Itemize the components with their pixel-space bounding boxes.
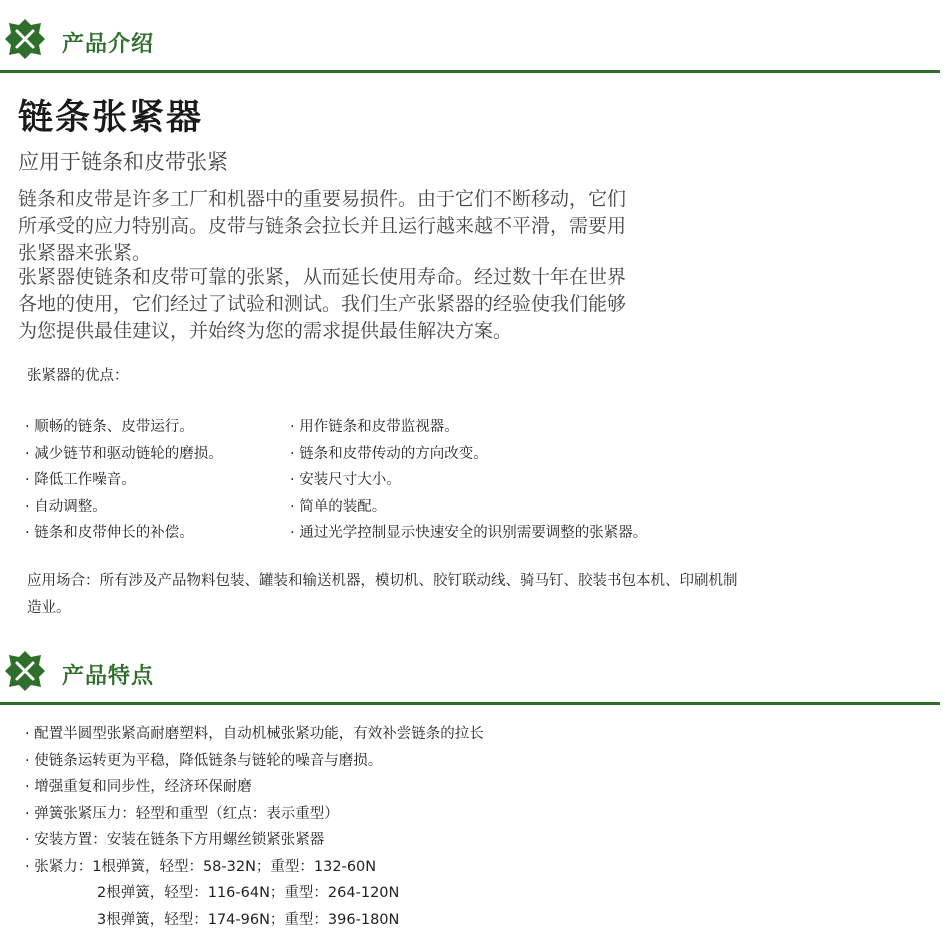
- force-value: 1根弹簧，轻型：58-32N；重型：132-60N: [92, 858, 377, 875]
- section-header-features: [0, 632, 940, 706]
- text-line: 链条和皮带是许多工厂和机器中的重要易损件。由于它们不断移动，它们: [18, 188, 627, 210]
- list-item: · 减少链节和驱动链轮的磨损。: [25, 445, 223, 462]
- features-list: [25, 721, 484, 933]
- list-item: · 安装方置：安装在链条下方用螺丝锁紧张紧器: [25, 832, 325, 848]
- list-item: · 链条和皮带伸长的补偿。: [25, 525, 194, 541]
- list-item: · 顺畅的链条、皮带运行。: [25, 419, 194, 435]
- advantages-list-right: [290, 414, 647, 547]
- text-line: 所承受的应力特别高。皮带与链条会拉长并且运行越来越不平滑，需要用: [18, 215, 627, 237]
- list-item: · 使链条运转更为平稳，降低链条与链轮的噪音与磨损。: [25, 752, 383, 769]
- text-line: 张紧器来张紧。: [18, 242, 152, 264]
- advantages-list-left: [25, 414, 223, 547]
- product-title: 链条张紧器: [18, 98, 204, 138]
- list-item: · 弹簧张紧压力：轻型和重型（红点：表示重型）: [25, 805, 339, 822]
- x-mark-icon: [4, 650, 46, 692]
- list-item: · 配置半圆型张紧高耐磨塑料，自动机械张紧功能，有效补尝链条的拉长: [25, 726, 484, 742]
- intro-paragraph-2: [18, 264, 678, 345]
- x-mark-icon: [4, 18, 46, 60]
- section-title: 产品特点: [62, 664, 155, 689]
- product-subtitle: 应用于链条和皮带张紧: [18, 150, 228, 174]
- section-divider: [0, 702, 940, 705]
- usage-paragraph: [27, 568, 827, 621]
- text-line: 各地的使用，它们经过了试验和测试。我们生产张紧器的经验使我们能够: [18, 293, 627, 315]
- list-item: · 增强重复和同步性，经济环保耐磨: [25, 779, 252, 795]
- list-item: · 简单的装配。: [290, 498, 387, 515]
- section-header-intro: [0, 0, 940, 74]
- text-line: 张紧器使链条和皮带可靠的张紧，从而延长使用寿命。经过数十年在世界: [18, 266, 627, 288]
- text-line: 应用场合：所有涉及产品物料包装、罐装和输送机器，模切机、胶钉联动线、骑马钉、胶装书包本机、印刷机制: [27, 573, 738, 589]
- list-item: · 安装尺寸大小。: [290, 472, 401, 488]
- list-item: · 自动调整。: [25, 498, 107, 515]
- list-item: · 通过光学控制显示快速安全的识别需要调整的张紧器。: [290, 525, 648, 541]
- force-label: · 张紧力：: [25, 858, 93, 875]
- list-item: · 用作链条和皮带监视器。: [290, 419, 459, 435]
- list-item: · 降低工作噪音。: [25, 472, 136, 488]
- list-item: · 链条和皮带传动的方向改变。: [290, 445, 488, 462]
- force-value: 2根弹簧，轻型：116-64N；重型：264-120N: [97, 885, 400, 901]
- section-divider: [0, 70, 940, 73]
- force-value: 3根弹簧，轻型：174-96N；重型：396-180N: [97, 911, 400, 928]
- force-row: [25, 880, 484, 907]
- intro-paragraph-1: [18, 186, 678, 267]
- advantages-heading: 张紧器的优点：: [27, 368, 129, 384]
- section-title: 产品介绍: [62, 32, 155, 57]
- text-line: 造业。: [27, 599, 71, 616]
- force-row: [25, 854, 484, 881]
- text-line: 为您提供最佳建议，并始终为您的需求提供最佳解决方案。: [18, 320, 513, 342]
- force-row: [25, 907, 484, 934]
